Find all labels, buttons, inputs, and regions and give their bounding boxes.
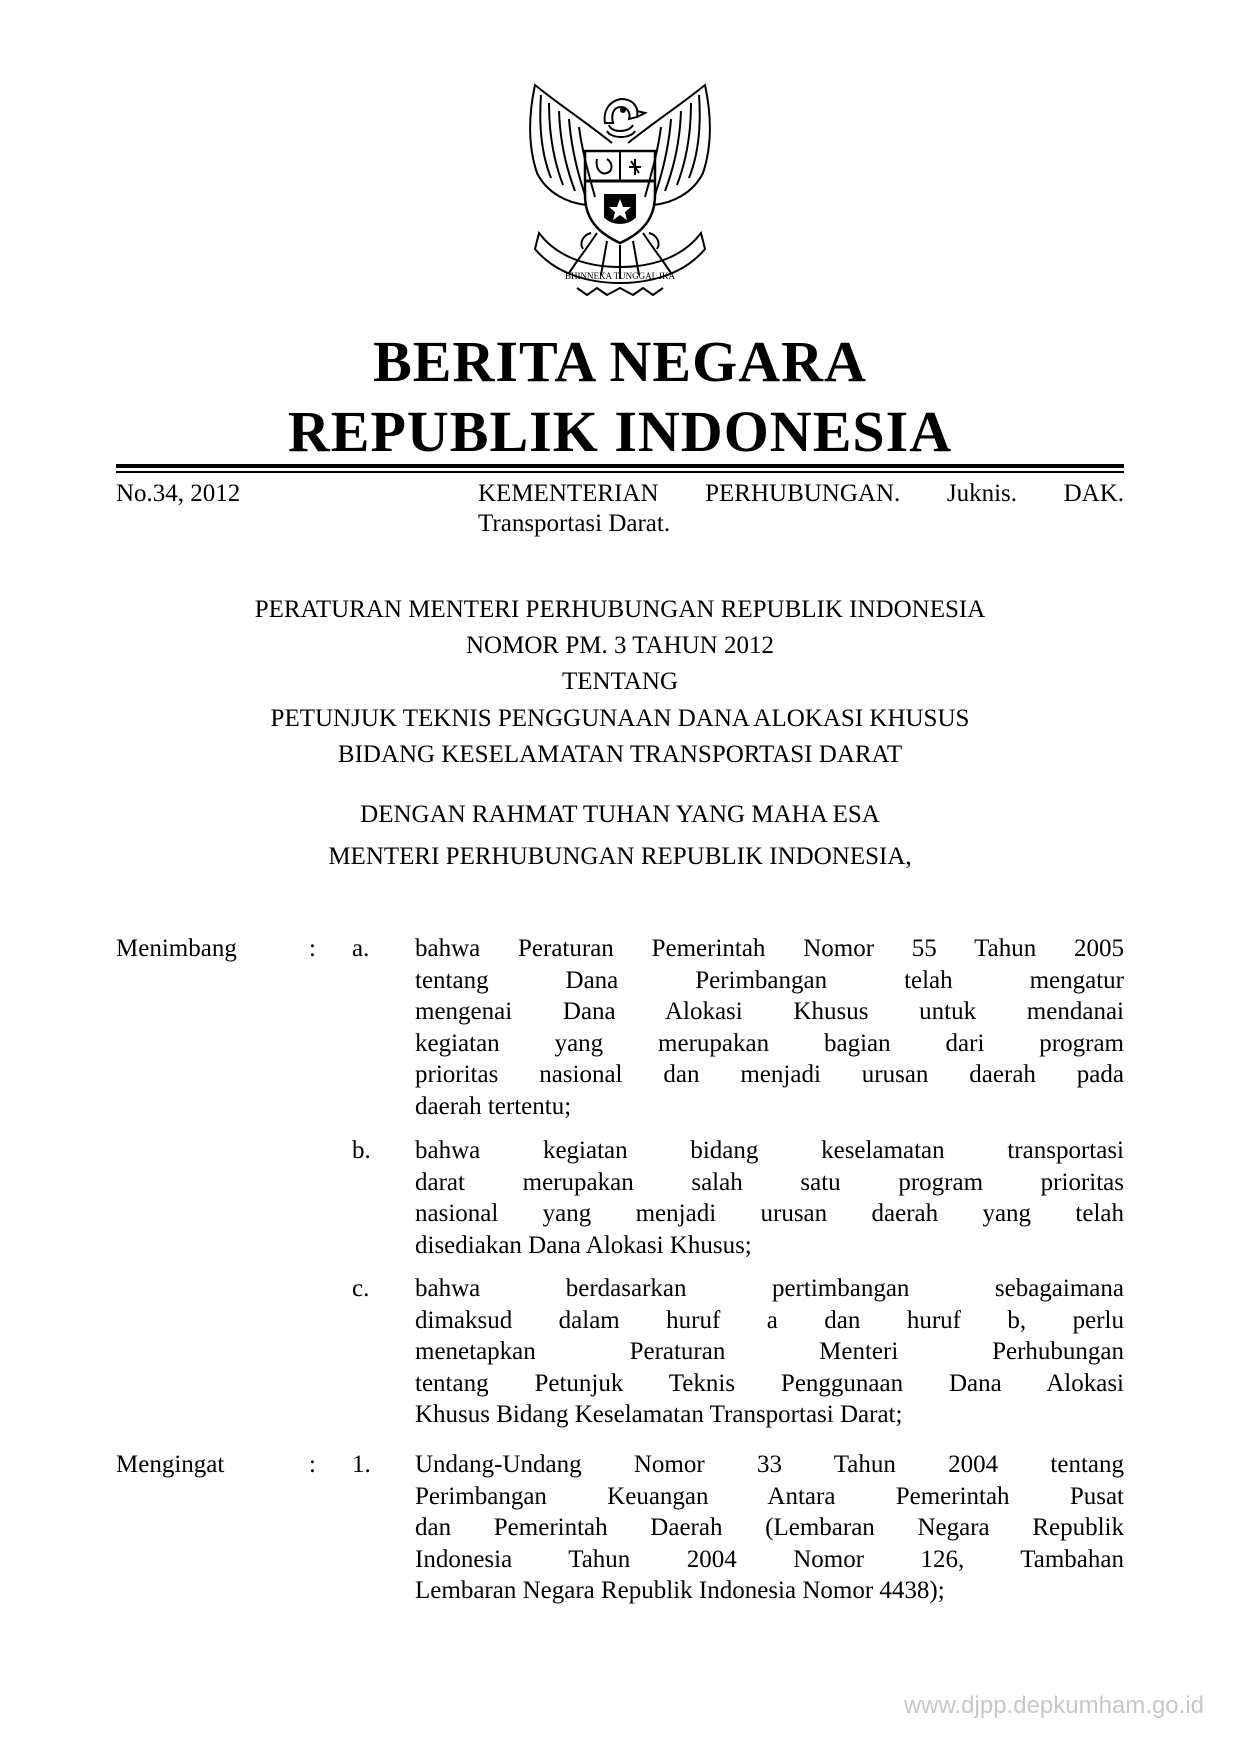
menimbang-item-b <box>415 1135 1124 1261</box>
menimbang-item-marker: c. <box>352 1275 370 1302</box>
regulation-subject-line1: PETUNJUK TEKNIS PENGGUNAAN DANA ALOKASI KHUSUS <box>270 705 970 732</box>
text-line: darat merupakan salah satu program prioritas <box>415 1168 1124 1196</box>
publication-description-line2: Transportasi Darat. <box>478 510 671 537</box>
text-line: menetapkan Peraturan Menteri Perhubungan <box>415 1338 1124 1366</box>
text-line: kegiatan yang merupakan bagian dari program <box>415 1029 1124 1057</box>
publication-description-line1: KEMENTERIAN PERHUBUNGAN. Juknis. DAK. <box>478 480 1124 507</box>
header-divider-thin <box>116 471 1124 473</box>
text-line: dimaksud dalam huruf a dan huruf b, perlu <box>415 1306 1124 1334</box>
mengingat-label: Mengingat <box>116 1451 225 1478</box>
mengingat-item-1 <box>415 1449 1124 1607</box>
regulation-subject-line2: BIDANG KESELAMATAN TRANSPORTASI DARAT <box>337 741 903 768</box>
menimbang-label: Menimbang <box>116 935 237 962</box>
mengingat-colon: : <box>309 1451 316 1478</box>
text-line: Perimbangan Keuangan Antara Pemerintah Pusat <box>415 1482 1124 1510</box>
text-line: Indonesia Tahun 2004 Nomor 126, Tambahan <box>415 1545 1124 1573</box>
text-line: prioritas nasional dan menjadi urusan daerah pada <box>415 1061 1124 1089</box>
menimbang-item-marker: b. <box>352 1137 371 1164</box>
text-line: mengenai Dana Alokasi Khusus untuk mendanai <box>415 998 1124 1026</box>
text-line: bahwa berdasarkan pertimbangan sebagaimana <box>415 1275 1124 1302</box>
menimbang-item-marker: a. <box>352 935 370 962</box>
text-line: dan Pemerintah Daerah (Lembaran Negara Republik <box>415 1514 1124 1542</box>
text-line: Undang-Undang Nomor 33 Tahun 2004 tentang <box>415 1451 1124 1478</box>
text-line: Khusus Bidang Keselamatan Transportasi Darat; <box>415 1401 903 1429</box>
text-line: tentang Dana Perimbangan telah mengatur <box>415 966 1124 994</box>
text-line: bahwa Peraturan Pemerintah Nomor 55 Tahun 2005 <box>415 935 1124 962</box>
banner-title-line1: BERITA NEGARA <box>373 329 867 394</box>
banner-title-line2: REPUBLIK INDONESIA <box>287 399 953 464</box>
publication-number: No.34, 2012 <box>116 480 241 507</box>
garuda-emblem-icon <box>517 83 723 298</box>
text-line: Lembaran Negara Republik Indonesia Nomor 4438); <box>415 1577 945 1605</box>
regulation-tentang: TENTANG <box>561 668 679 695</box>
text-line: tentang Petunjuk Teknis Penggunaan Dana Alokasi <box>415 1369 1124 1397</box>
text-line: disediakan Dana Alokasi Khusus; <box>415 1231 752 1259</box>
mengingat-item-marker: 1. <box>352 1451 371 1478</box>
source-watermark: www.djpp.depkumham.go.id <box>903 1692 1204 1719</box>
minister-line: MENTERI PERHUBUNGAN REPUBLIK INDONESIA, <box>328 843 912 870</box>
text-line: bahwa kegiatan bidang keselamatan transportasi <box>415 1137 1124 1164</box>
svg-text:BHINNEKA TUNGGAL IKA: BHINNEKA TUNGGAL IKA <box>565 271 675 281</box>
invocation-line: DENGAN RAHMAT TUHAN YANG MAHA ESA <box>360 801 880 828</box>
text-line: daerah tertentu; <box>415 1092 572 1120</box>
text-line: nasional yang menjadi urusan daerah yang telah <box>415 1200 1124 1228</box>
header-divider <box>116 464 1124 468</box>
menimbang-colon: : <box>309 935 316 962</box>
menimbang-item-a <box>415 933 1124 1123</box>
menimbang-item-c <box>415 1273 1124 1431</box>
regulation-title-line1: PERATURAN MENTERI PERHUBUNGAN REPUBLIK INDONESIA <box>254 596 986 623</box>
regulation-number: NOMOR PM. 3 TAHUN 2012 <box>466 632 774 659</box>
publication-description <box>478 479 1124 539</box>
